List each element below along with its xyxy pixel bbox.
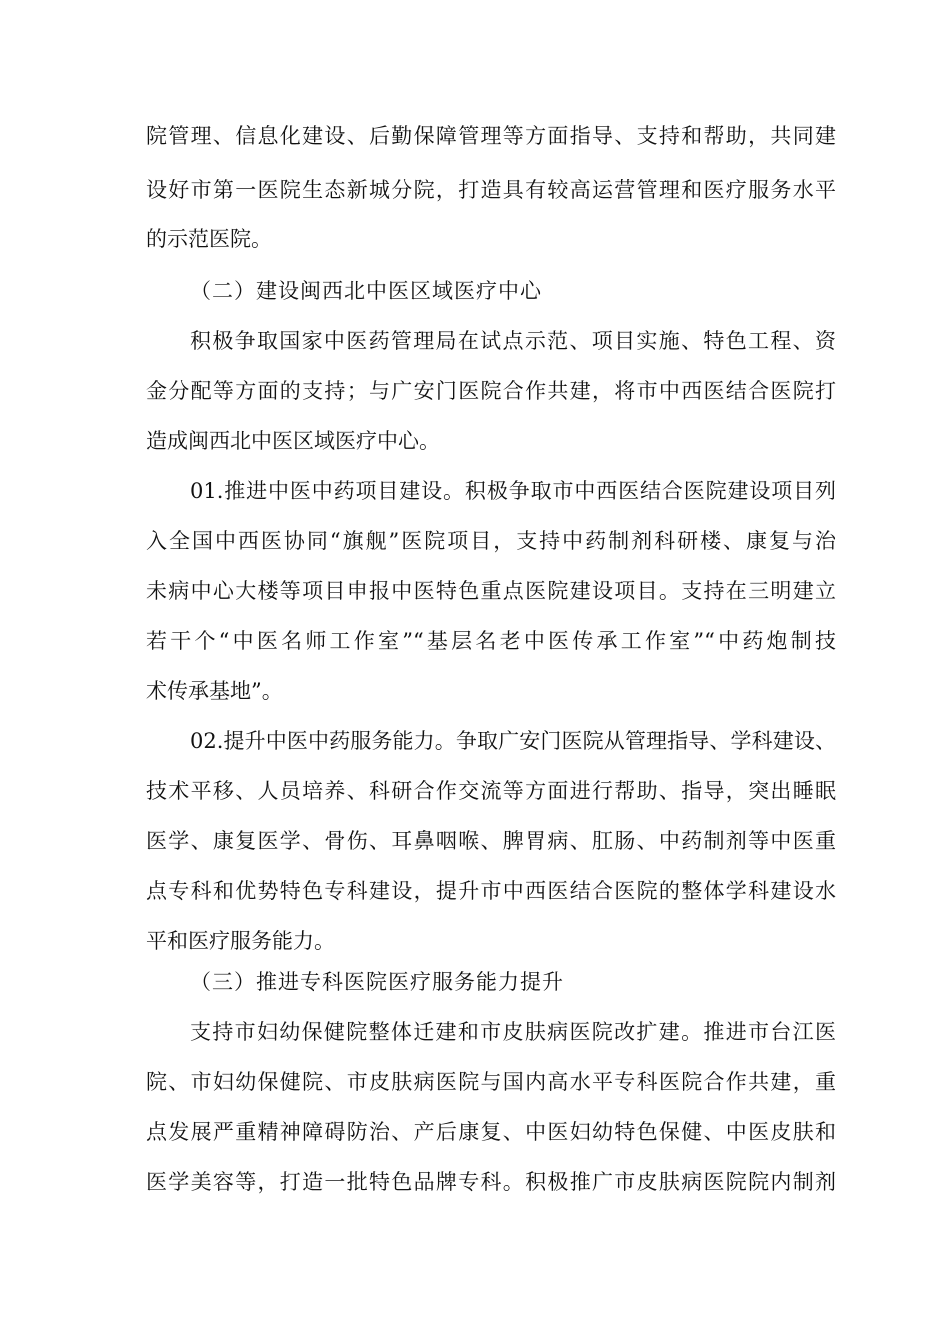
paragraph-line: 未病中心大楼等项目申报中医特色重点医院建设项目。支持在三明建立 <box>146 579 836 603</box>
paragraph-line: 院、市妇幼保健院、市皮肤病医院与国内高水平专科医院合作共建，重 <box>146 1070 836 1094</box>
paragraph-line: 支持市妇幼保健院整体迁建和市皮肤病医院改扩建。推进市台江医 <box>190 1020 836 1044</box>
paragraph-line: 造成闽西北中医区域医疗中心。 <box>146 429 440 453</box>
paragraph-line: 术传承基地”。 <box>146 679 283 703</box>
paragraph-line: 点发展严重精神障碍防治、产后康复、中医妇幼特色保健、中医皮肤和 <box>146 1120 836 1144</box>
paragraph-line: 金分配等方面的支持；与广安门医院合作共建，将市中西医结合医院打 <box>146 379 836 403</box>
paragraph-line: 平和医疗服务能力。 <box>146 929 335 953</box>
section-heading: （二）建设闽西北中医区域医疗中心 <box>190 279 542 303</box>
paragraph-line: 技术平移、人员培养、科研合作交流等方面进行帮助、指导，突出睡眠 <box>146 779 836 803</box>
paragraph-line: 院管理、信息化建设、后勤保障管理等方面指导、支持和帮助，共同建 <box>146 124 836 148</box>
paragraph-line: 02.提升中医中药服务能力。争取广安门医院从管理指导、学科建设、 <box>190 729 836 753</box>
paragraph-line: 的示范医院。 <box>146 227 272 251</box>
section-heading: （三）推进专科医院医疗服务能力提升 <box>190 970 564 994</box>
paragraph-line: 医学美容等，打造一批特色品牌专科。积极推广市皮肤病医院院内制剂 <box>146 1170 836 1194</box>
paragraph-line: 积极争取国家中医药管理局在试点示范、项目实施、特色工程、资 <box>190 329 836 353</box>
paragraph-line: 点专科和优势特色专科建设，提升市中西医结合医院的整体学科建设水 <box>146 879 836 903</box>
paragraph-line: 若干个“中医名师工作室”“基层名老中医传承工作室”“中药炮制技 <box>146 629 836 653</box>
paragraph-line: 设好市第一医院生态新城分院，打造具有较高运营管理和医疗服务水平 <box>146 178 836 202</box>
paragraph-line: 入全国中西医协同“旗舰”医院项目，支持中药制剂科研楼、康复与治 <box>146 529 836 553</box>
paragraph-line: 01.推进中医中药项目建设。积极争取市中西医结合医院建设项目列 <box>190 479 836 503</box>
paragraph-line: 医学、康复医学、骨伤、耳鼻咽喉、脾胃病、肛肠、中药制剂等中医重 <box>146 829 836 853</box>
